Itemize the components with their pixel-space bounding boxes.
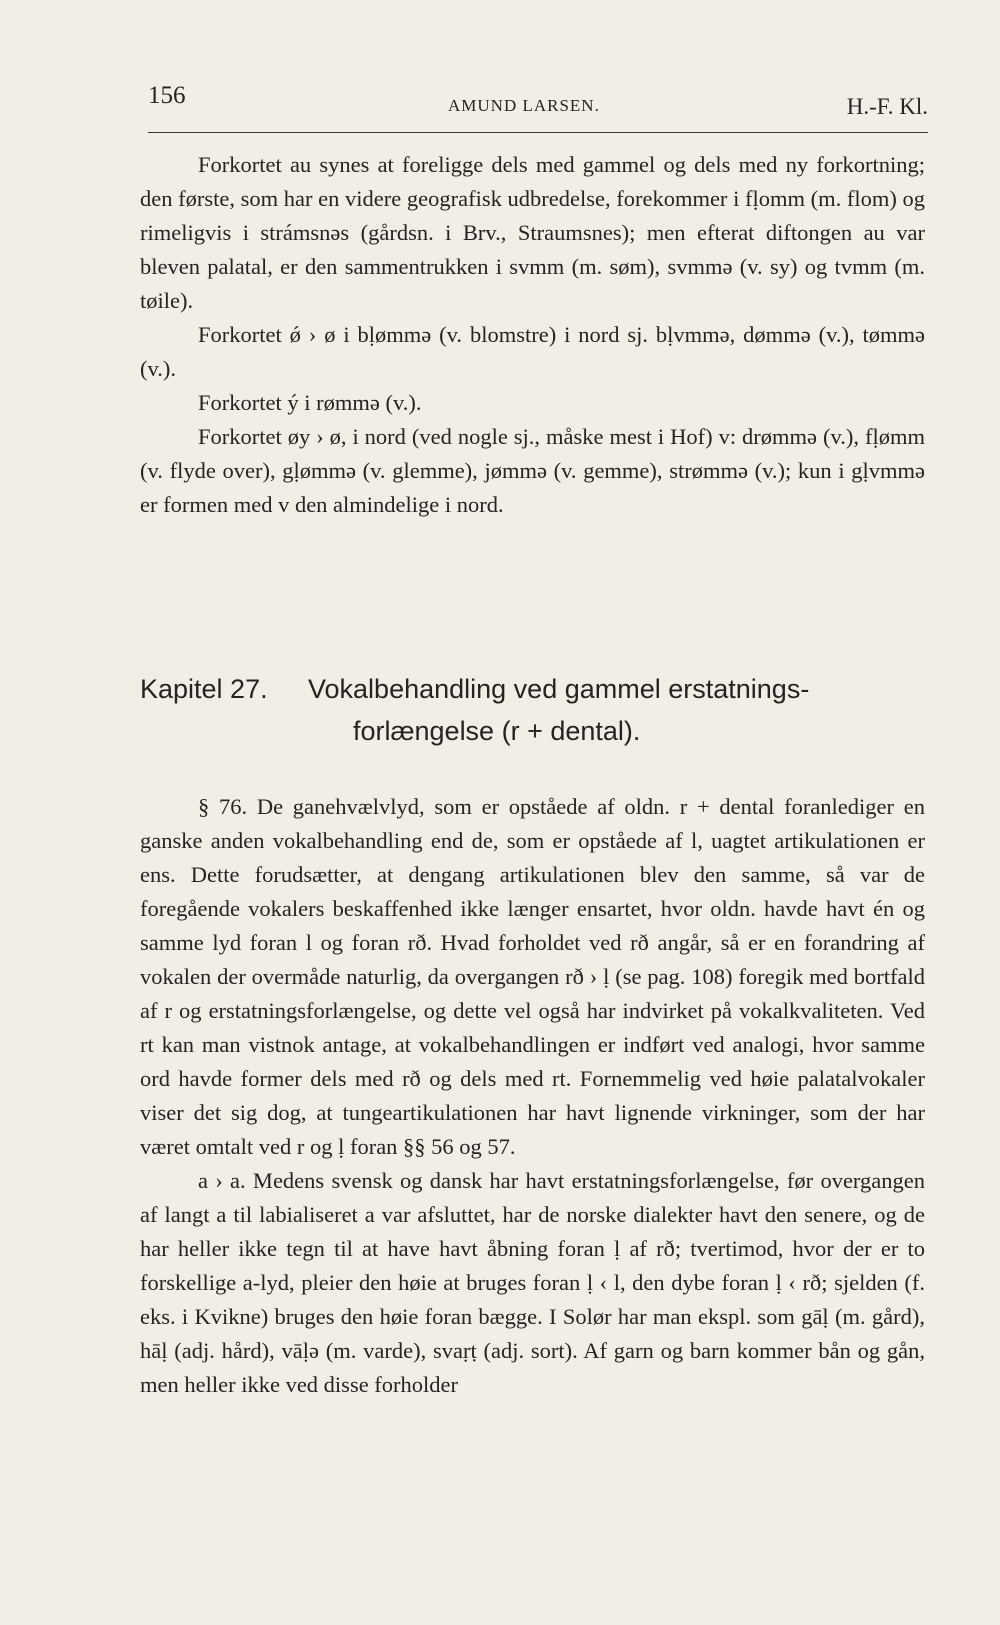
chapter-heading: [140, 668, 930, 752]
paragraph: Forkortet ý i rømmə (v.).: [198, 390, 422, 415]
chapter-title-line-2: forlængelse (r + dental).: [353, 716, 641, 746]
running-title: AMUND LARSEN.: [448, 96, 600, 115]
paragraph: § 76. De ganehvælvlyd, som er opståede af oldn. r + dental foranlediger en ganske anden vokalbehandling end de, som er opståede af l, uagtet artikulationen er ens. Dette forudsætter, at dengang artikulationen blev den samme, så var de foregående vokalers beskaffenhed ikke længer ensartet, hvor oldn. havde havt én og samme lyd foran l og foran rð. Hvad forholdet ved rð angår, så er en forandring af vokalen der overmåde naturlig, da overgangen rð › ḷ (se pag. 108) foregik med bortfald af r og erstatningsforlængelse, og dette vel også har indvirket på vokalkvaliteten. Ved rt kan man vistnok antage, at vokalbehandlingen er indført ved analogi, hvor samme ord havde former dels med rð og dels med rt. Fornemmelig ved høie palatalvokaler viser det sig dog, at tungeartikulationen har havt lignende virkninger, som der har været omtalt ved r og ḷ foran §§ 56 og 57.: [140, 794, 925, 1159]
paragraph: a › a. Medens svensk og dansk har havt erstatningsforlængelse, før overgangen af langt a til labialiseret a var afsluttet, har de norske dialekter havt den senere, og de har heller ikke tegn til at have havt åbning foran ḷ af rð; tvertimod, hvor der er to forskellige a-lyd, pleier den høie at bruges foran ḷ ‹ l, den dybe foran ḷ ‹ rð; sjelden (f. eks. i Kvikne) bruges den høie foran bægge. I Solør har man ekspl. som gāḷ (m. gård), hāḷ (adj. hård), vāḷə (m. varde), svaṛṭ (adj. sort). Af garn og barn kommer bån og gån, men heller ikke ved disse forholder: [140, 1168, 925, 1397]
page-header: [148, 72, 928, 133]
intro-text: [140, 148, 925, 522]
paragraph: Forkortet øy › ø, i nord (ved nogle sj., måske mest i Hof) v: drømmə (v.), fḷømm (v. flyde over), gḷømmə (v. glemme), jømmə (v. gemme), strømmə (v.); kun i gḷvmmə er formen med v den almindelige i nord.: [140, 424, 925, 517]
body-text: [140, 790, 925, 1402]
chapter-title-line-1: Vokalbehandling ved gammel erstatnings-: [308, 674, 810, 704]
chapter-number: Kapitel 27.: [140, 674, 268, 704]
paragraph: Forkortet au synes at foreligge dels med gammel og dels med ny forkortning; den første, som har en videre geografisk udbredelse, forekommer i fḷomm (m. flom) og rimeligvis i strámsnəs (gårdsn. i Brv., Straumsnes); men efterat diftongen au var bleven palatal, er den sammentrukken i svmm (m. søm), svmmə (v. sy) og tvmm (m. tøile).: [140, 152, 925, 313]
page-number: 156: [148, 82, 186, 109]
section-mark: H.-F. Kl.: [846, 94, 928, 119]
paragraph: Forkortet ǿ › ø i bḷømmə (v. blomstre) i nord sj. bḷvmmə, dømmə (v.), tømmə (v.).: [140, 322, 925, 381]
